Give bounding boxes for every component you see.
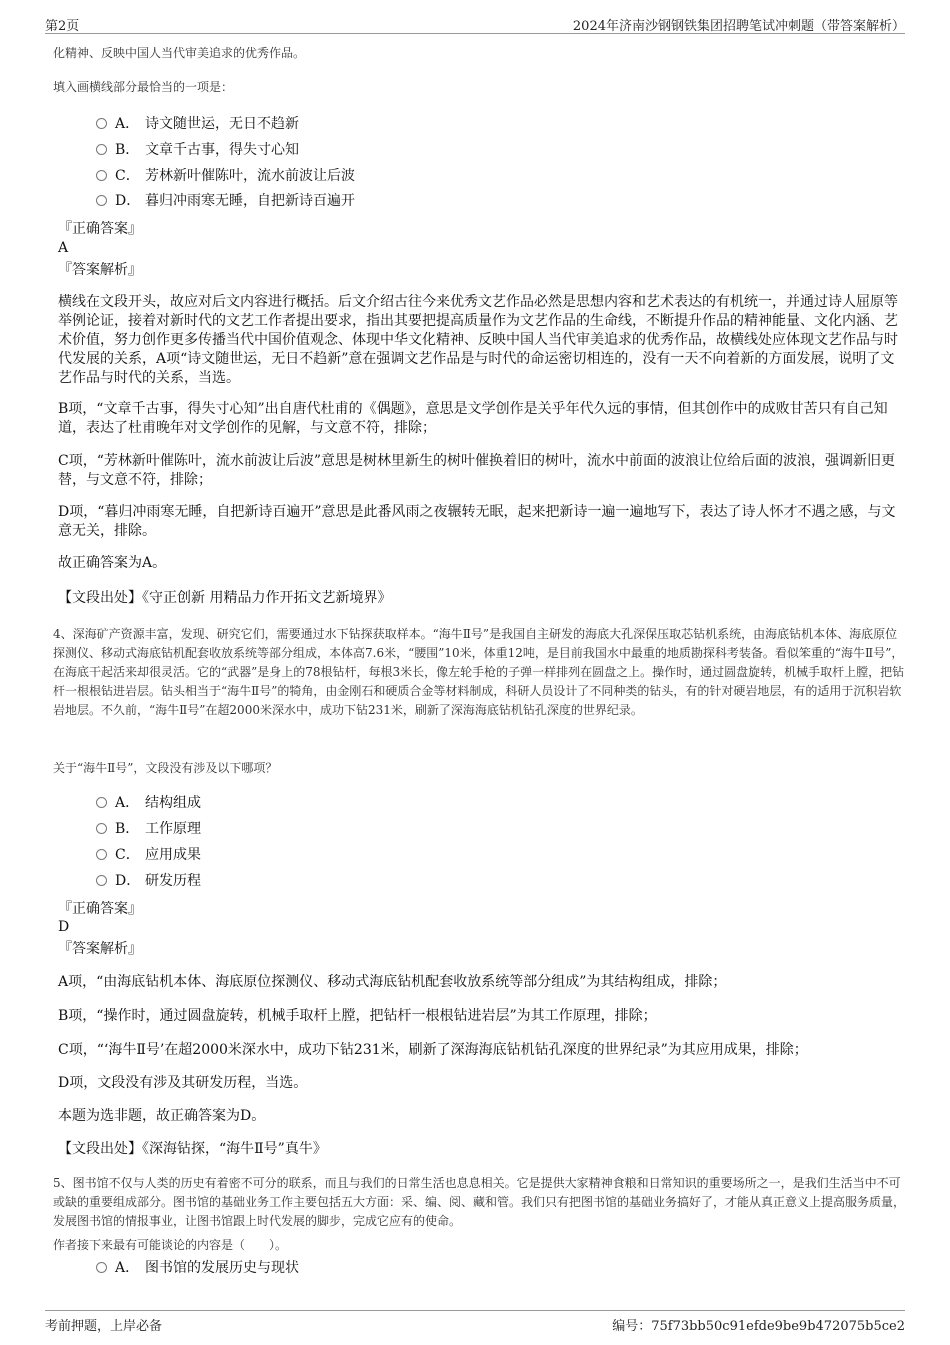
q4-analysis-5: 本题为选非题，故正确答案为D。 bbox=[58, 1108, 266, 1124]
q3-option-b[interactable]: B． 文章千古事，得失寸心知 bbox=[96, 140, 299, 160]
q3-answer: A bbox=[58, 240, 69, 256]
q4-option-a[interactable]: A． 结构组成 bbox=[96, 793, 201, 813]
q4-analysis-4: D项，文段没有涉及其研发历程，当选。 bbox=[58, 1075, 308, 1091]
radio-icon[interactable] bbox=[96, 875, 107, 886]
page-header bbox=[45, 13, 905, 34]
radio-icon[interactable] bbox=[96, 118, 107, 129]
radio-icon[interactable] bbox=[96, 849, 107, 860]
q5-stem: 5、图书馆不仅与人类的历史有着密不可分的联系，而且与我们的日常生活也息息相关。它是提供大家精神食粮和日常知识的重要场所之一，是我们生活当中不可或缺的重要组成部分。图书馆的基础业务工作主要包括五大方面：采、编、阅、藏和管。我们只有把图书馆的基础业务搞好了，才能从真正意义上提高服务质量，发展图书馆的情报事业，让图书馆跟上时代发展的脚步，完成它应有的使命。 bbox=[53, 1176, 906, 1228]
q3-option-a[interactable]: A． 诗文随世运，无日不趋新 bbox=[96, 114, 299, 134]
q3-analysis-2: B项，“文章千古事，得失寸心知”出自唐代杜甫的《偶题》，意思是文学创作是关乎年代久远的事情，但其创作中的成败甘苦只有自己知道，表达了杜甫晚年对文学创作的见解，与文意不符，排除； bbox=[58, 401, 888, 436]
q4-source: 【文段出处】《深海钻探，“海牛Ⅱ号”真牛》 bbox=[58, 1141, 327, 1157]
q4-analysis-label: 『答案解析』 bbox=[58, 941, 142, 957]
q4-analysis-1: A项，“由海底钻机本体、海底原位探测仪、移动式海底钻机配套收放系统等部分组成”为其结构组成，排除； bbox=[58, 974, 727, 990]
q3-source: 【文段出处】《守正创新 用精品力作开拓文艺新境界》 bbox=[58, 590, 392, 606]
q4-option-c[interactable]: C． 应用成果 bbox=[96, 845, 201, 865]
page-footer bbox=[45, 1310, 905, 1335]
radio-icon[interactable] bbox=[96, 170, 107, 181]
q5-prompt: 作者接下来最有可能谈论的内容是（ ）。 bbox=[53, 1238, 288, 1252]
radio-icon[interactable] bbox=[96, 144, 107, 155]
page-number: 第2页 bbox=[45, 19, 80, 34]
q3-option-c[interactable]: C． 芳林新叶催陈叶，流水前波让后波 bbox=[96, 166, 355, 186]
document-id: 编号：75f73bb50c91efde9be9b472075b5ce2 bbox=[612, 1319, 905, 1334]
q4-prompt: 关于“海牛Ⅱ号”，文段没有涉及以下哪项？ bbox=[53, 761, 278, 775]
q3-analysis-label: 『答案解析』 bbox=[58, 262, 142, 278]
q4-analysis-3: C项，“‘海牛Ⅱ号’在超2000米深水中，成功下钻231米，刷新了深海海底钻机钻孔深度的世界纪录”为其应用成果，排除； bbox=[58, 1042, 808, 1058]
radio-icon[interactable] bbox=[96, 797, 107, 808]
radio-icon[interactable] bbox=[96, 823, 107, 834]
q4-option-b[interactable]: B． 工作原理 bbox=[96, 819, 201, 839]
q4-answer: D bbox=[58, 919, 70, 935]
q3-answer-label: 『正确答案』 bbox=[58, 221, 142, 237]
q3-analysis-5: 故正确答案为A。 bbox=[58, 555, 167, 571]
q4-answer-label: 『正确答案』 bbox=[58, 901, 142, 917]
radio-icon[interactable] bbox=[96, 195, 107, 206]
document-title: 2024年济南沙钢钢铁集团招聘笔试冲刺题（带答案解析） bbox=[572, 19, 905, 34]
footer-slogan: 考前押题，上岸必备 bbox=[45, 1319, 163, 1334]
q4-analysis-2: B项，“操作时，通过圆盘旋转，机械手取杆上膛，把钻杆一根根钻进岩层”为其工作原理，排除； bbox=[58, 1008, 657, 1024]
q3-prompt: 填入画横线部分最恰当的一项是： bbox=[53, 80, 234, 94]
radio-icon[interactable] bbox=[96, 1262, 107, 1273]
q4-stem: 4、深海矿产资源丰富，发现、研究它们，需要通过水下钻探获取样本。“海牛Ⅱ号”是我国自主研发的海底大孔深保压取芯钻机系统，由海底钻机本体、海底原位探测仪、移动式海底钻机配套收放系统等部分组成，本体高7.6米，“腰围”10米，体重12吨，是目前我国水中最重的地质勘探科考装备。看似笨重的“海牛Ⅱ号”，在海底干起活来却很灵活。它的“武器”是身上的78根钻杆，每根3米长，像左轮手枪的子弹一样排列在圆盘之上。操作时，通过圆盘旋转，机械手取杆上膛，把钻杆一根根钻进岩层。钻头相当于“海牛Ⅱ号”的犄角，由金刚石和硬质合金等材料制成，科研人员设计了不同种类的钻头，有的针对硬岩地层，有的适用于沉积岩软岩地层。不久前，“海牛Ⅱ号”在超2000米深水中，成功下钻231米，刷新了深海海底钻机钻孔深度的世界纪录。 bbox=[53, 627, 905, 717]
q3-option-d[interactable]: D． 暮归冲雨寒无睡，自把新诗百遍开 bbox=[96, 191, 355, 211]
q4-option-d[interactable]: D． 研发历程 bbox=[96, 871, 201, 891]
q3-analysis-3: C项，“芳林新叶催陈叶，流水前波让后波”意思是树林里新生的树叶催换着旧的树叶，流水中前面的波浪让位给后面的波浪，强调新旧更替，与文意不符，排除； bbox=[58, 453, 896, 488]
q3-intro-tail: 化精神、反映中国人当代审美追求的优秀作品。 bbox=[53, 46, 306, 60]
q5-option-a[interactable]: A． 图书馆的发展历史与现状 bbox=[96, 1258, 299, 1278]
q3-analysis-1: 横线在文段开头，故应对后文内容进行概括。后文介绍古往今来优秀文艺作品必然是思想内容和艺术表达的有机统一，并通过诗人屈原等举例论证，接着对新时代的文艺工作者提出要求，指出其要把提高质量作为文艺作品的生命线，不断提升作品的精神能量、文化内涵、艺术价值，努力创作更多传播当代中国价值观念、体现中华文化精神、反映中国人当代审美追求的优秀作品，故横线处应体现文艺作品与时代发展的关系，A项“诗文随世运，无日不趋新”意在强调文艺作品是与时代的命运密切相连的，没有一天不向着新的方面发展，说明了文艺作品与时代的关系，当选。 bbox=[58, 294, 898, 386]
q3-analysis-4: D项，“暮归冲雨寒无睡，自把新诗百遍开”意思是此番风雨之夜辗转无眠，起来把新诗一遍一遍地写下，表达了诗人怀才不遇之感，与文意无关，排除。 bbox=[58, 504, 896, 539]
